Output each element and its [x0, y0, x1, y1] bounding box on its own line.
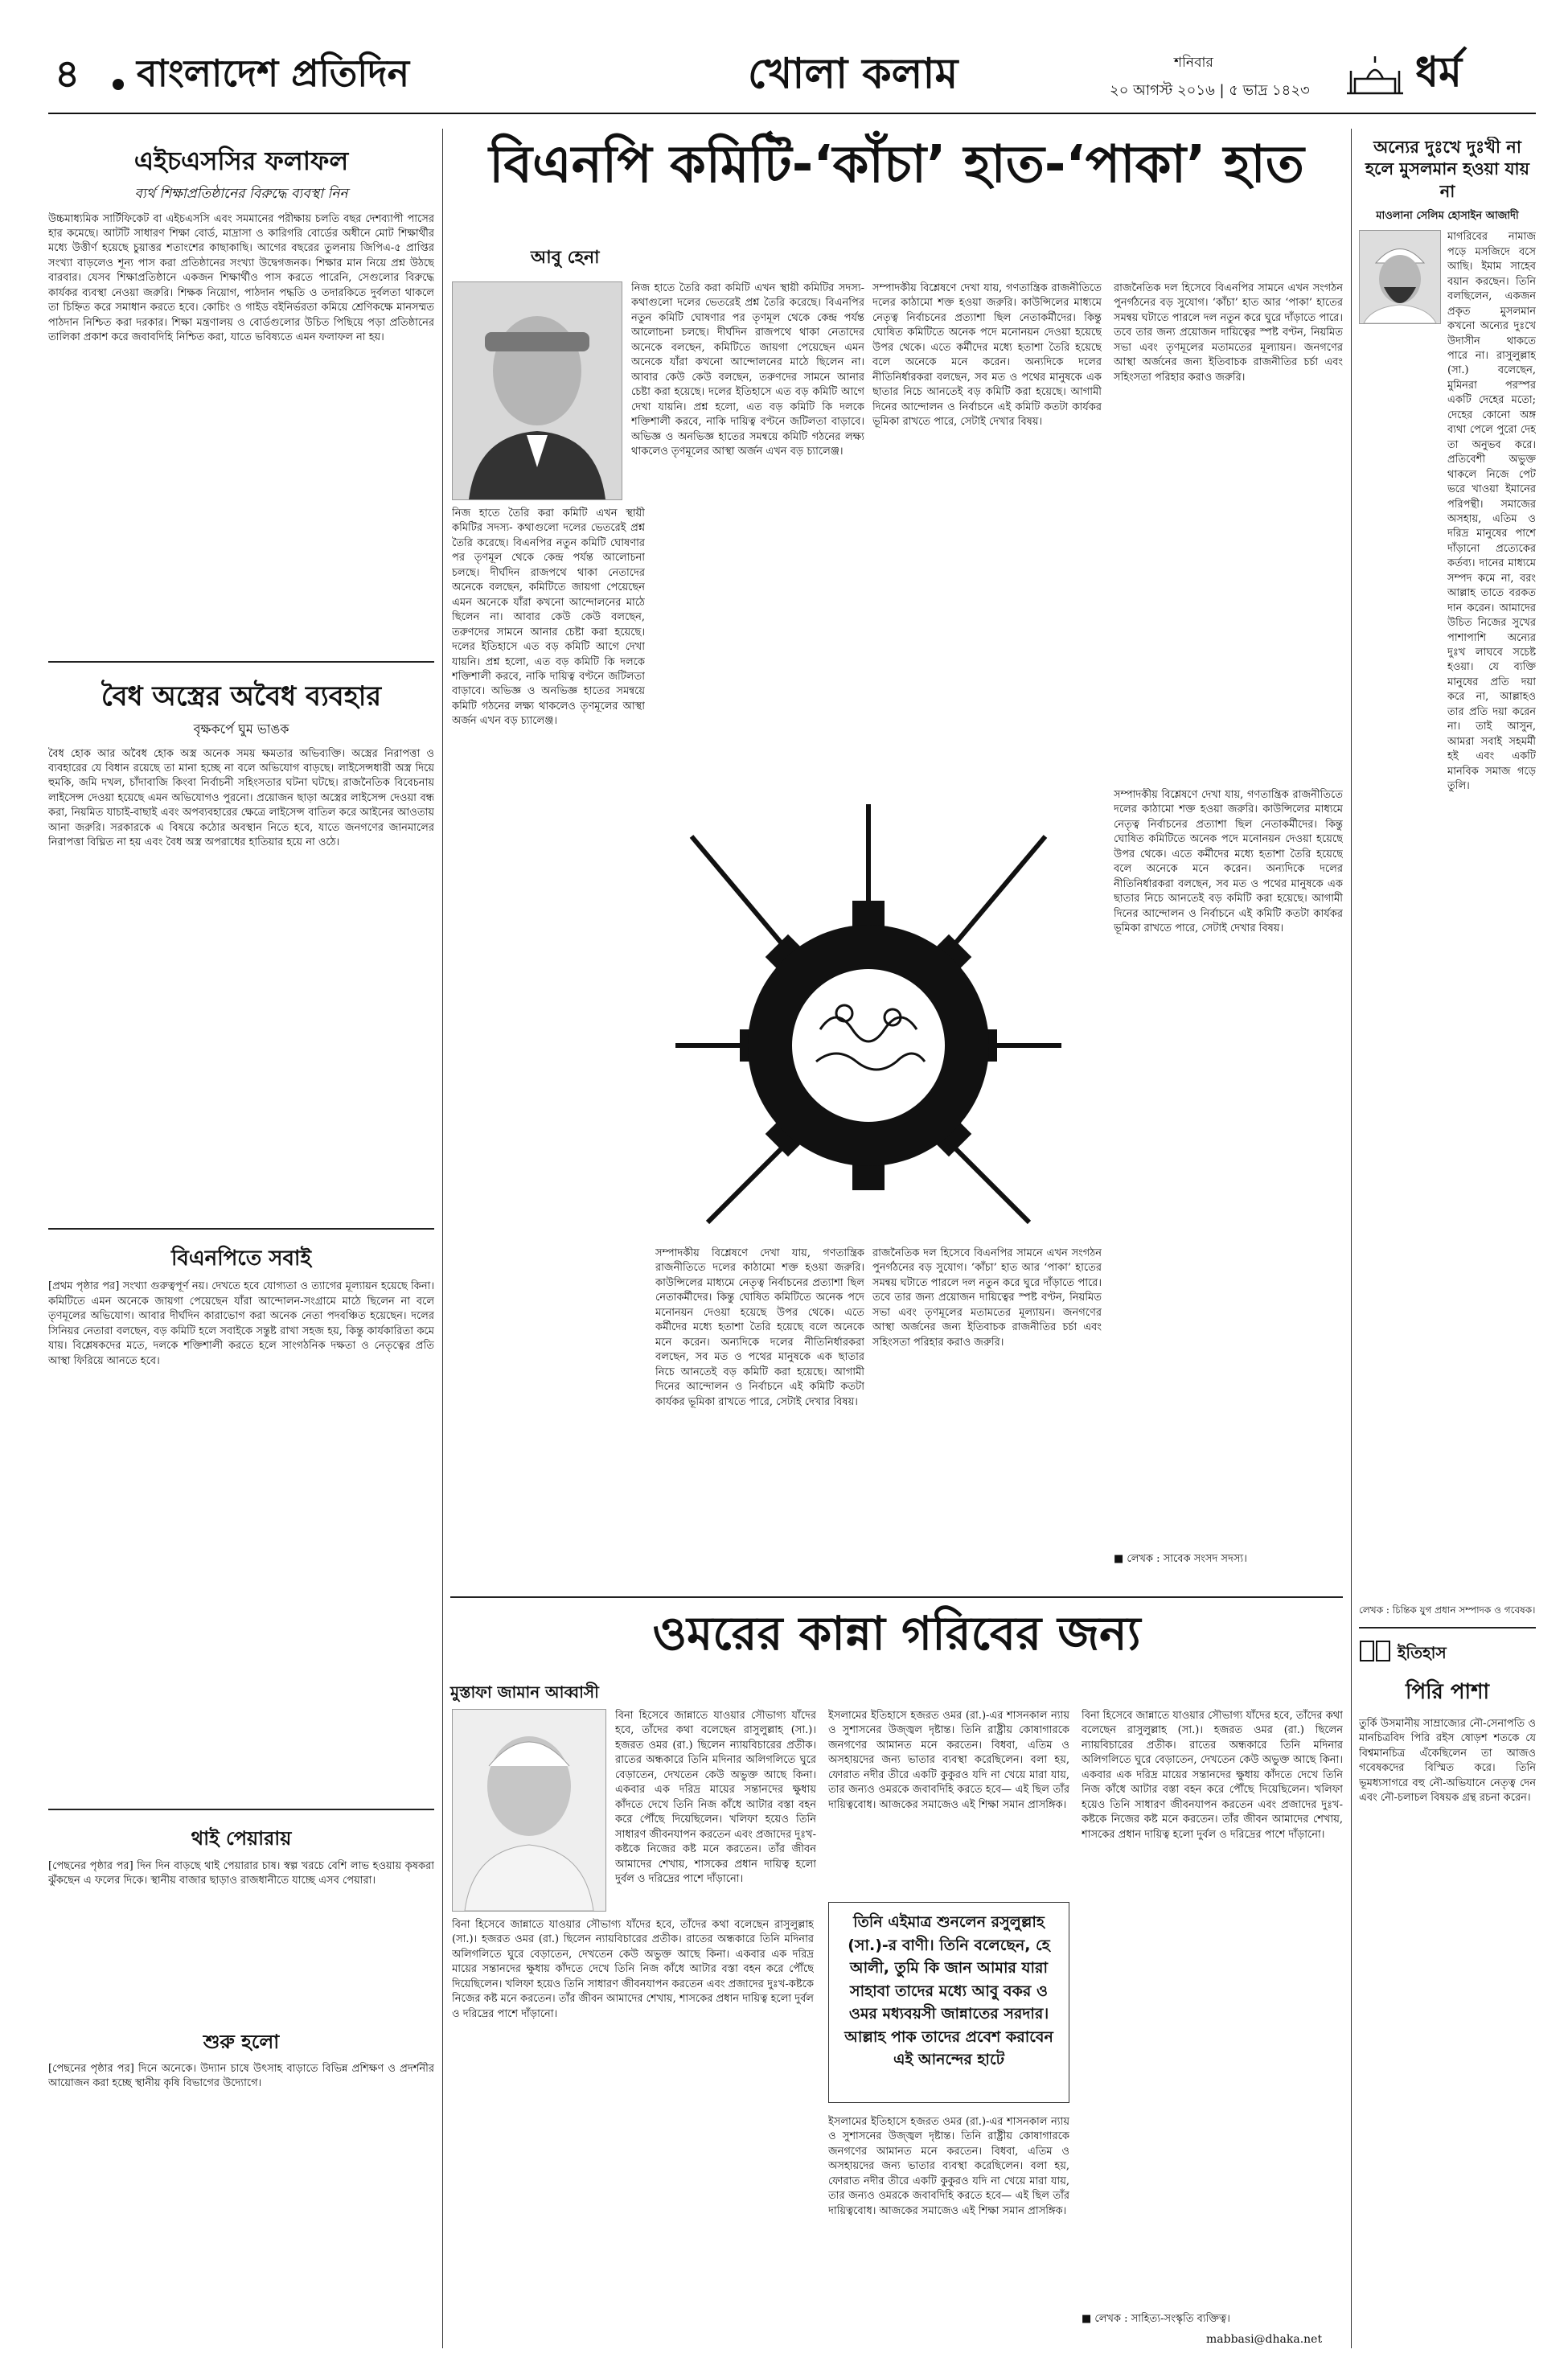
- paper-name: বাংলাদেশ প্রতিদিন: [137, 51, 410, 95]
- section-divider: [450, 1596, 1343, 1598]
- header-rule: [48, 113, 1536, 114]
- history-label: ইতিহাস: [1398, 1643, 1447, 1663]
- story1-title: বিএনপিতে সবাই: [170, 1246, 311, 1271]
- divider: [48, 1809, 434, 1810]
- second-headline: ওমরের কান্না গরিবের জন্য: [652, 1606, 1141, 1661]
- right-section-title: ধর্ম: [1415, 48, 1463, 97]
- right-column: [1359, 137, 1536, 2340]
- gear-illustration: [659, 788, 1077, 1238]
- divider: [1359, 1627, 1536, 1629]
- author-email[interactable]: mabbasi@dhaka.net: [1206, 2333, 1323, 2346]
- right-body: মাগরিবের নামাজ পড়ে মসজিদে বসে আছি। ইমাম সাহেব বয়ান করছেন। তিনি বলছিলেন, একজন প্রকৃত মুসলমান কখনো অন্যের দুঃখে উদাসীন থাকতে পারে না। রাসুলুল্লাহ (সা.) বলেছেন, মুমিনরা পরস্পর একটি দেহের মতো; দেহের কোনো অঙ্গ ব্যথা পেলে পুরো দেহ তা অনুভব করে। প্রতিবেশী অভুক্ত থাকলে নিজে পেট ভরে খাওয়া ইমানের পরিপন্থী। সমাজের অসহায়, এতিম ও দরিদ্র মানুষের পাশে দাঁড়ানো প্রত্যেকের কর্তব্য। দানের মাধ্যমে সম্পদ কমে না, বরং আল্লাহ তাতে বরকত দান করেন। আমাদের উচিত নিজের সুখের পাশাপাশি অন্যের দুঃখ লাঘবে সচেষ্ট হওয়া। যে ব্যক্তি মানুষের প্রতি দয়া করে না, আল্লাহও তার প্রতি দয়া করেন না। তাই আসুন, আমরা সবাই সহমর্মী হই এবং একটি মানবিক সমাজ গড়ে তুলি।: [1447, 231, 1536, 793]
- history-title: পিরি পাশা: [1406, 1679, 1489, 1704]
- article1-footer: ■ লেখক : সাবেক সংসদ সদস্য।: [1114, 1553, 1247, 1565]
- right-headline: অন্যের দুঃখে দুঃখী না হলে মুসলমান হওয়া যায় না: [1365, 138, 1530, 201]
- right-byline: মাওলানা সেলিম হোসাইন আজাদী: [1376, 209, 1519, 222]
- editorial1-body: উচ্চমাধ্যমিক সার্টিফিকেট বা এইচএসসি এবং সমমানের পরীক্ষায় চলতি বছর দেশব্যাপী পাসের হার কমেছে। আটটি সাধারণ শিক্ষা বোর্ড, মাদ্রাসা ও কারিগরি বোর্ডের অধীনে মোট শিক্ষার্থীর মধ্যে উত্তীর্ণ হয়েছে চুয়াত্তর শতাংশের কাছাকাছি। আগের বছরের তুলনায় জিপিএ-৫ প্রাপ্তির সংখ্যা বাড়লেও শূন্য পাস করা প্রতিষ্ঠানের সংখ্যা উদ্বেগজনক। শিক্ষার মান নিয়ে প্রশ্ন উঠছে বারবার। যেসব শিক্ষাপ্রতিষ্ঠানে একজন শিক্ষার্থীও পাস করতে পারেনি, সেগুলোর বিরুদ্ধে কার্যকর ব্যবস্থা নেওয়া জরুরি। শিক্ষক নিয়োগ, পাঠদান পদ্ধতি ও তদারকিতে দুর্বলতা থাকলে তা চিহ্নিত করে সমাধান করতে হবে। কোচিং ও গাইড বইনির্ভরতা কমিয়ে শ্রেণিকক্ষে মানসম্মত পাঠদান নিশ্চিত করা দরকার। শিক্ষা মন্ত্রণালয় ও বোর্ডগুলোর উচিত পিছিয়ে পড়া প্রতিষ্ঠানের তালিকা প্রকাশ করে জবাবদিহি নিশ্চিত করা, যাতে ভবিষ্যতে এমন ফলাফল না হয়।: [48, 212, 434, 344]
- editorial2-title: বৈধ অস্ত্রের অবৈধ ব্যবহার: [101, 680, 382, 713]
- right-footer: লেখক : চিন্তিক যুগ প্রধান সম্পাদক ও গবেষক।: [1359, 1604, 1536, 1616]
- pull-quote: [828, 1902, 1069, 2103]
- imam-photo: [1359, 230, 1441, 324]
- second-col-d: বিনা হিসেবে জান্নাতে যাওয়ার সৌভাগ্য যাঁদের হবে, তাঁদের কথা বলেছেন রাসুলুল্লাহ (সা.)। হজরত ওমর (রা.) ছিলেন ন্যায়বিচারের প্রতীক। রাতের অন্ধকারে তিনি মদিনার অলিগলিতে ঘুরে বেড়াতেন, দেখতেন কেউ অভুক্ত আছে কিনা। একবার এক দরিদ্র মায়ের সন্তানদের ক্ষুধায় কাঁদতে দেখে তিনি নিজ কাঁধে আটার বস্তা বহন করে পৌঁছে দিয়েছিলেন। খলিফা হয়েও তিনি সাধারণ জীবনযাপন করতেন এবং প্রজাদের দুঃখ-কষ্টকে নিজের কষ্ট মনে করতেন। তাঁর জীবন আমাদের শেখায়, শাসকের প্রধান দায়িত্ব হলো দুর্বল ও দরিদ্রের পাশে দাঁড়ানো।: [1082, 1710, 1343, 1841]
- main-col-e: সম্পাদকীয় বিশ্লেষণে দেখা যায়, গণতান্ত্রিক রাজনীতিতে দলের কাঠামো শক্ত হওয়া জরুরি। কাউন্সিলের মাধ্যমে নেতৃত্ব নির্বাচনের প্রত্যাশা ছিল নেতাকর্মীদের। কিন্তু ঘোষিত কমিটিতে অনেক পদে মনোনয়ন দেওয়া হয়েছে উপর থেকে। এতে কর্মীদের মধ্যে হতাশা তৈরি হয়েছে বলে অনেকে মনে করেন। অন্যদিকে দলের নীতিনির্ধারকরা বলছেন, সব মত ও পথের মানুষকে এক ছাতার নিচে আনতেই বড় কমিটি করা হয়েছে। আগামী দিনের আন্দোলন ও নির্বাচনে এই কমিটি কতটা কার্যকর ভূমিকা রাখতে পারে, সেটাই দেখার বিষয়।: [1114, 789, 1343, 935]
- pull-quote-text: তিনি এইমাত্র শুনলেন রসুলুল্লাহ (সা.)-র বাণী। তিনি বলেছেন, হে আলী, তুমি কি জান আমার যারা সাহাবা তাদের মধ্যে আবু বকর ও ওমর মধ্যবয়সী জান্নাতের সরদার। আল্লাহ পাক তাদের প্রবেশ করাবেন এই আনন্দের হাটে: [844, 1913, 1053, 2068]
- story3-body: [পেছনের পৃষ্ঠার পর] দিনে অনেকে। উদ্যান চাষে উৎসাহ বাড়াতে বিভিন্ন প্রশিক্ষণ ও প্রদর্শনীর আয়োজন করা হচ্ছে স্থানীয় কৃষি বিভাগের উদ্যোগে।: [48, 2062, 434, 2090]
- editorial2-body: বৈধ হোক আর অবৈধ হোক অস্ত্র অনেক সময় ক্ষমতার অভিব্যক্তি। অস্ত্রের নিরাপত্তা ও ব্যবহারের যে বিধান রয়েছে তা মানা হচ্ছে না বলে অভিযোগ বাড়ছে। লাইসেন্সধারী অস্ত্র দিয়ে হুমকি, জমি দখল, চাঁদাবাজি কিংবা নির্বাচনী সহিংসতার ঘটনা ঘটছে। রাজনৈতিক বিবেচনায় লাইসেন্স দেওয়া হয়েছে এমন অভিযোগও পুরনো। প্রয়োজন ছাড়া অস্ত্রের লাইসেন্স দেওয়া বন্ধ করা, নিয়মিত যাচাই-বাছাই এবং অপব্যবহারের ক্ষেত্রে লাইসেন্স বাতিল করে আইনের আওতায় আনা জরুরি। সরকারকে এ বিষয়ে কঠোর অবস্থান নিতে হবে, যাতে জনগণের জানমালের নিরাপত্তা বিঘ্নিত না হয় এবং বৈধ অস্ত্র অপরাধের হাতিয়ার হয়ে না ওঠে।: [48, 747, 434, 849]
- second-col-a: বিনা হিসেবে জান্নাতে যাওয়ার সৌভাগ্য যাঁদের হবে, তাঁদের কথা বলেছেন রাসুলুল্লাহ (সা.)। হজরত ওমর (রা.) ছিলেন ন্যায়বিচারের প্রতীক। রাতের অন্ধকারে তিনি মদিনার অলিগলিতে ঘুরে বেড়াতেন, দেখতেন কেউ অভুক্ত আছে কিনা। একবার এক দরিদ্র মায়ের সন্তানদের ক্ষুধায় কাঁদতে দেখে তিনি নিজ কাঁধে আটার বস্তা বহন করে পৌঁছে দিয়েছিলেন। খলিফা হয়েও তিনি সাধারণ জীবনযাপন করতেন এবং প্রজাদের দুঃখ-কষ্টকে নিজের কষ্ট মনে করতেন। তাঁর জীবন আমাদের শেখায়, শাসকের প্রধান দায়িত্ব হলো দুর্বল ও দরিদ্রের পাশে দাঁড়ানো।: [615, 1710, 816, 1885]
- second-byline: মুস্তাফা জামান আব্বাসী: [450, 1682, 599, 1702]
- page-number: ৪: [55, 51, 80, 97]
- day: শনিবার: [1174, 55, 1213, 71]
- story3-title: শুরু হলো: [203, 2030, 280, 2053]
- story2-body: [পেছনের পৃষ্ঠার পর] দিন দিন বাড়ছে থাই পেয়ারার চাষ। স্বল্প খরচে বেশি লাভ হওয়ায় কৃষকরা ঝুঁকছেন এ ফলের দিকে। স্থানীয় বাজার ছাড়াও রাজধানীতে যাচ্ছে এসব পেয়ারা।: [48, 1859, 434, 1887]
- main-col-c: রাজনৈতিক দল হিসেবে বিএনপির সামনে এখন সংগঠন পুনর্গঠনের বড় সুযোগ। ‘কাঁচা’ হাত আর ‘পাকা’ হাতের সমন্বয় ঘটাতে পারলে দল নতুন করে ঘুরে দাঁড়াতে পারে। তবে তার জন্য প্রয়োজন দায়িত্বের স্পষ্ট বণ্টন, নিয়মিত সভা এবং তৃণমূলের মতামতের মূল্যায়ন। জনগণের আস্থা অর্জনের জন্য ইতিবাচক রাজনীতির চর্চা এবং সহিংসতা পরিহার করাও জরুরি।: [1114, 282, 1343, 384]
- bullet-icon: [113, 79, 124, 90]
- main-headline: বিএনপি কমিটি-‘কাঁচা’ হাত-‘পাকা’ হাত: [489, 135, 1304, 195]
- second-col-a2: বিনা হিসেবে জান্নাতে যাওয়ার সৌভাগ্য যাঁদের হবে, তাঁদের কথা বলেছেন রাসুলুল্লাহ (সা.)। হজরত ওমর (রা.) ছিলেন ন্যায়বিচারের প্রতীক। রাতের অন্ধকারে তিনি মদিনার অলিগলিতে ঘুরে বেড়াতেন, দেখতেন কেউ অভুক্ত আছে কিনা। একবার এক দরিদ্র মায়ের সন্তানদের ক্ষুধায় কাঁদতে দেখে তিনি নিজ কাঁধে আটার বস্তা বহন করে পৌঁছে দিয়েছিলেন। খলিফা হয়েও তিনি সাধারণ জীবনযাপন করতেন এবং প্রজাদের দুঃখ-কষ্টকে নিজের কষ্ট মনে করতেন। তাঁর জীবন আমাদের শেখায়, শাসকের প্রধান দায়িত্ব হলো দুর্বল ও দরিদ্রের পাশে দাঁড়ানো।: [452, 1919, 814, 2020]
- main-col-a: নিজ হাতে তৈরি করা কমিটি এখন স্থায়ী কমিটির সদস্য- কথাগুলো দলের ভেতরেই প্রশ্ন তৈরি করেছে। বিএনপির নতুন কমিটি ঘোষণার পর তৃণমূল থেকে কেন্দ্র পর্যন্ত আলোচনা চলছে। দীর্ঘদিন রাজপথে থাকা নেতাদের অনেকে বলছেন, কমিটিতে জায়গা পেয়েছেন এমন অনেকে যাঁরা কখনো আন্দোলনের মাঠে ছিলেন না। আবার কেউ কেউ বলছেন, তরুণদের সামনে আনার চেষ্টা করা হয়েছে। দলের ইতিহাসে এত বড় কমিটি আগে দেখা যায়নি। প্রশ্ন হলো, এত বড় কমিটি কি দলকে শক্তিশালী করবে, নাকি দায়িত্ব বণ্টনে জটিলতা বাড়াবে। অভিজ্ঞ ও অনভিজ্ঞ হাতের সমন্বয়ে কমিটি গঠনের লক্ষ্য থাকলেও তৃণমূলের আস্থা অর্জন এখন বড় চ্যালেঞ্জ।: [631, 282, 864, 458]
- main-byline: আবু হেনা: [531, 247, 600, 268]
- left-column: [48, 129, 434, 2340]
- second-col-c: ইসলামের ইতিহাসে হজরত ওমর (রা.)-এর শাসনকাল ন্যায় ও সুশাসনের উজ্জ্বল দৃষ্টান্ত। তিনি রাষ্ট্রীয় কোষাগারকে জনগণের আমানত মনে করতেন। বিধবা, এতিম ও অসহায়দের জন্য ভাতার ব্যবস্থা করেছিলেন। বলা হয়, ফোরাত নদীর তীরে একটি কুকুরও যদি না খেয়ে মারা যায়, তার জন্যও ওমরকে জবাবদিহি করতে হবে— এই ছিল তাঁর দায়িত্ববোধ। আজকের সমাজেও এই শিক্ষা সমান প্রাসঙ্গিক।: [828, 2116, 1069, 2217]
- mosque-icon: [1343, 55, 1407, 100]
- history-body: তুর্কি উসমানীয় সাম্রাজ্যের নৌ-সেনাপতি ও মানচিত্রবিদ পিরি রইস ষোড়শ শতকে যে বিশ্বমানচিত্র এঁকেছিলেন তা আজও গবেষকদের বিস্মিত করে। তিনি ভূমধ্যসাগরে বহু নৌ-অভিযানে নেতৃত্ব দেন এবং নৌ-চলাচল বিষয়ক গ্রন্থ রচনা করেন।: [1359, 1717, 1536, 1804]
- article2-footer: ■ লেখক : সাহিত্য-সংস্কৃতি ব্যক্তিত্ব।: [1082, 2313, 1230, 2325]
- author2-photo: [452, 1709, 606, 1912]
- main-col-f: সম্পাদকীয় বিশ্লেষণে দেখা যায়, গণতান্ত্রিক রাজনীতিতে দলের কাঠামো শক্ত হওয়া জরুরি। কাউন্সিলের মাধ্যমে নেতৃত্ব নির্বাচনের প্রত্যাশা ছিল নেতাকর্মীদের। কিন্তু ঘোষিত কমিটিতে অনেক পদে মনোনয়ন দেওয়া হয়েছে উপর থেকে। এতে কর্মীদের মধ্যে হতাশা তৈরি হয়েছে বলে অনেকে মনে করেন। অন্যদিকে দলের নীতিনির্ধারকরা বলছেন, সব মত ও পথের মানুষকে এক ছাতার নিচে আনতেই বড় কমিটি করা হয়েছে। আগামী দিনের আন্দোলন ও নির্বাচনে এই কমিটি কতটা কার্যকর ভূমিকা রাখতে পারে, সেটাই দেখার বিষয়।: [655, 1247, 864, 1408]
- editorial1-title: এইচএসসির ফলাফল: [133, 146, 349, 176]
- section-title: খোলা কলাম: [748, 50, 958, 98]
- book-icon: [1359, 1638, 1391, 1667]
- main-col-a2: নিজ হাতে তৈরি করা কমিটি এখন স্থায়ী কমিটির সদস্য- কথাগুলো দলের ভেতরেই প্রশ্ন তৈরি করেছে। বিএনপির নতুন কমিটি ঘোষণার পর তৃণমূল থেকে কেন্দ্র পর্যন্ত আলোচনা চলছে। দীর্ঘদিন রাজপথে থাকা নেতাদের অনেকে বলছেন, কমিটিতে জায়গা পেয়েছেন এমন অনেকে যাঁরা কখনো আন্দোলনের মাঠে ছিলেন না। আবার কেউ কেউ বলছেন, তরুণদের সামনে আনার চেষ্টা করা হয়েছে। দলের ইতিহাসে এত বড় কমিটি আগে দেখা যায়নি। প্রশ্ন হলো, এত বড় কমিটি কি দলকে শক্তিশালী করবে, নাকি দায়িত্ব বণ্টনে জটিলতা বাড়াবে। অভিজ্ঞ ও অনভিজ্ঞ হাতের সমন্বয়ে কমিটি গঠনের লক্ষ্য থাকলেও তৃণমূলের আস্থা অর্জন এখন বড় চ্যালেঞ্জ।: [452, 507, 645, 728]
- editorial2-byline: বৃক্ষকর্পে ঘুম ভাঙক: [193, 721, 289, 737]
- divider: [48, 661, 434, 663]
- divider: [48, 1228, 434, 1230]
- column-rule: [442, 129, 443, 2348]
- main-col-d: রাজনৈতিক দল হিসেবে বিএনপির সামনে এখন সংগঠন পুনর্গঠনের বড় সুযোগ। ‘কাঁচা’ হাত আর ‘পাকা’ হাতের সমন্বয় ঘটাতে পারলে দল নতুন করে ঘুরে দাঁড়াতে পারে। তবে তার জন্য প্রয়োজন দায়িত্বের স্পষ্ট বণ্টন, নিয়মিত সভা এবং তৃণমূলের মতামতের মূল্যায়ন। জনগণের আস্থা অর্জনের জন্য ইতিবাচক রাজনীতির চর্চা এবং সহিংসতা পরিহার করাও জরুরি।: [872, 1247, 1102, 1349]
- main-col-b: সম্পাদকীয় বিশ্লেষণে দেখা যায়, গণতান্ত্রিক রাজনীতিতে দলের কাঠামো শক্ত হওয়া জরুরি। কাউন্সিলের মাধ্যমে নেতৃত্ব নির্বাচনের প্রত্যাশা ছিল নেতাকর্মীদের। কিন্তু ঘোষিত কমিটিতে অনেক পদে মনোনয়ন দেওয়া হয়েছে উপর থেকে। এতে কর্মীদের মধ্যে হতাশা তৈরি হয়েছে বলে অনেকে মনে করেন। অন্যদিকে দলের নীতিনির্ধারকরা বলছেন, সব মত ও পথের মানুষকে এক ছাতার নিচে আনতেই বড় কমিটি করা হয়েছে। আগামী দিনের আন্দোলন ও নির্বাচনে এই কমিটি কতটা কার্যকর ভূমিকা রাখতে পারে, সেটাই দেখার বিষয়।: [872, 282, 1102, 429]
- story1-body: [প্রথম পৃষ্ঠার পর] সংখ্যা গুরুত্বপূর্ণ নয়। দেখতে হবে যোগ্যতা ও ত্যাগের মূল্যায়ন হয়েছে কিনা। কমিটিতে এমন অনেকে জায়গা পেয়েছেন যাঁরা আন্দোলন-সংগ্রামে মাঠে ছিলেন না বলে তৃণমূলের অভিযোগ। আবার দীর্ঘদিন কারাভোগ করা অনেক নেতা পদবঞ্চিত হয়েছেন। দলের সিনিয়র নেতারা বলছেন, বড় কমিটি হলে সবাইকে সন্তুষ্ট রাখা সহজ হয়, কিন্তু কার্যকারিতা কমে যায়। বিশ্লেষকদের মতে, দলকে শক্তিশালী করতে হলে সাংগঠনিক দক্ষতা ও নেতৃত্বের প্রতি আস্থা ফিরিয়ে আনতে হবে।: [48, 1280, 434, 1367]
- author-photo: [452, 281, 622, 500]
- date: ২০ আগস্ট ২০১৬ | ৫ ভাদ্র ১৪২৩: [1110, 82, 1310, 99]
- editorial1-subtitle: ব্যর্থ শিক্ষাপ্রতিষ্ঠানের বিরুদ্ধে ব্যবস্থা নিন: [134, 186, 348, 203]
- column-rule: [1351, 129, 1352, 2348]
- story2-title: থাই পেয়ারায়: [191, 1827, 292, 1850]
- second-col-b: ইসলামের ইতিহাসে হজরত ওমর (রা.)-এর শাসনকাল ন্যায় ও সুশাসনের উজ্জ্বল দৃষ্টান্ত। তিনি রাষ্ট্রীয় কোষাগারকে জনগণের আমানত মনে করতেন। বিধবা, এতিম ও অসহায়দের জন্য ভাতার ব্যবস্থা করেছিলেন। বলা হয়, ফোরাত নদীর তীরে একটি কুকুরও যদি না খেয়ে মারা যায়, তার জন্যও ওমরকে জবাবদিহি করতে হবে— এই ছিল তাঁর দায়িত্ববোধ। আজকের সমাজেও এই শিক্ষা সমান প্রাসঙ্গিক।: [828, 1710, 1069, 1811]
